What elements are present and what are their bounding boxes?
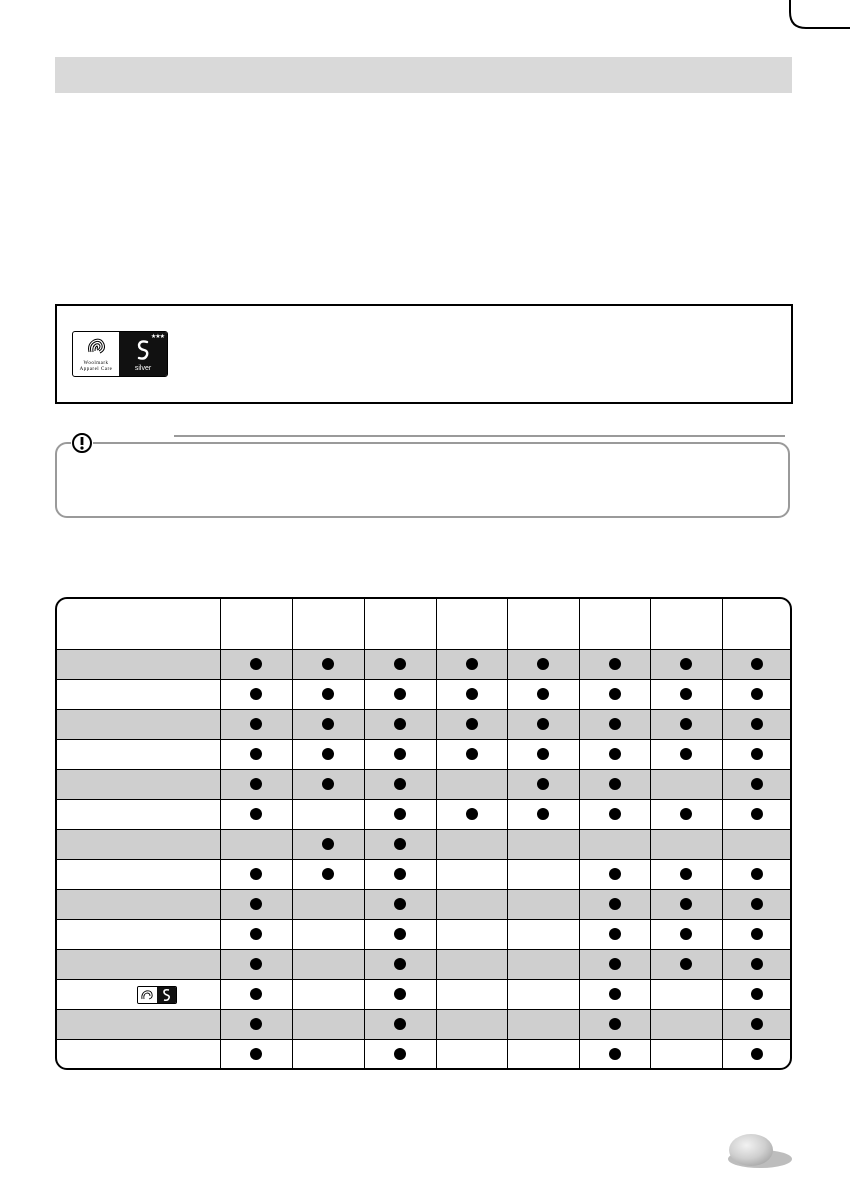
option-cell xyxy=(579,650,650,680)
option-cell xyxy=(292,1040,364,1070)
available-dot-icon xyxy=(250,988,262,1000)
row-label xyxy=(57,1010,220,1040)
available-dot-icon xyxy=(466,808,478,820)
option-cell xyxy=(220,920,292,950)
option-cell xyxy=(722,1010,791,1040)
available-dot-icon xyxy=(250,1048,262,1060)
available-dot-icon xyxy=(609,1018,621,1030)
available-dot-icon xyxy=(466,718,478,730)
available-dot-icon xyxy=(394,988,406,1000)
table-row xyxy=(57,800,791,830)
available-dot-icon xyxy=(609,988,621,1000)
available-dot-icon xyxy=(537,748,549,760)
available-dot-icon xyxy=(609,958,621,970)
available-dot-icon xyxy=(751,1018,763,1030)
woolmark-grade: silver xyxy=(134,365,152,372)
available-dot-icon xyxy=(466,748,478,760)
option-cell xyxy=(722,950,791,980)
option-cell xyxy=(436,800,507,830)
table-row xyxy=(57,1010,791,1040)
option-cell xyxy=(220,950,292,980)
option-cell xyxy=(220,650,292,680)
row-label xyxy=(57,650,220,680)
option-cell xyxy=(364,770,436,800)
option-cell xyxy=(650,800,722,830)
option-cell xyxy=(364,650,436,680)
option-cell xyxy=(579,1010,650,1040)
table-row xyxy=(57,650,791,680)
available-dot-icon xyxy=(394,928,406,940)
grade-stars: ★★★ xyxy=(150,334,164,340)
column-header xyxy=(722,599,791,650)
available-dot-icon xyxy=(680,898,692,910)
table-row xyxy=(57,950,791,980)
option-cell xyxy=(220,1040,292,1070)
option-cell xyxy=(579,980,650,1010)
table-row xyxy=(57,890,791,920)
row-label xyxy=(57,920,220,950)
row-label xyxy=(57,890,220,920)
option-cell xyxy=(364,830,436,860)
column-header xyxy=(364,599,436,650)
available-dot-icon xyxy=(250,688,262,700)
option-cell xyxy=(220,830,292,860)
option-cell xyxy=(436,860,507,890)
option-cell xyxy=(507,1010,579,1040)
option-cell xyxy=(292,770,364,800)
available-dot-icon xyxy=(609,928,621,940)
option-cell xyxy=(579,800,650,830)
option-cell xyxy=(292,980,364,1010)
available-dot-icon xyxy=(751,778,763,790)
option-cell xyxy=(220,740,292,770)
available-dot-icon xyxy=(537,658,549,670)
option-cell xyxy=(436,950,507,980)
available-dot-icon xyxy=(537,808,549,820)
table-row xyxy=(57,710,791,740)
available-dot-icon xyxy=(751,808,763,820)
option-cell xyxy=(364,710,436,740)
option-cell xyxy=(650,890,722,920)
option-cell xyxy=(650,860,722,890)
option-cell xyxy=(579,770,650,800)
available-dot-icon xyxy=(394,658,406,670)
crop-mark xyxy=(0,0,850,40)
option-cell xyxy=(436,920,507,950)
available-dot-icon xyxy=(751,928,763,940)
available-dot-icon xyxy=(322,868,334,880)
option-cell xyxy=(364,740,436,770)
available-dot-icon xyxy=(322,748,334,760)
available-dot-icon xyxy=(250,658,262,670)
column-header xyxy=(220,599,292,650)
option-cell xyxy=(507,740,579,770)
available-dot-icon xyxy=(250,898,262,910)
option-cell xyxy=(364,860,436,890)
option-cell xyxy=(364,980,436,1010)
option-cell xyxy=(220,770,292,800)
available-dot-icon xyxy=(394,868,406,880)
option-cell xyxy=(579,710,650,740)
available-dot-icon xyxy=(250,778,262,790)
option-cell xyxy=(650,1010,722,1040)
option-cell xyxy=(292,710,364,740)
option-cell xyxy=(292,650,364,680)
available-dot-icon xyxy=(680,748,692,760)
available-dot-icon xyxy=(609,718,621,730)
option-cell xyxy=(722,980,791,1010)
table-header-row xyxy=(57,599,791,650)
option-cell xyxy=(722,650,791,680)
option-cell xyxy=(220,800,292,830)
option-cell xyxy=(436,710,507,740)
available-dot-icon xyxy=(466,658,478,670)
row-label xyxy=(57,680,220,710)
woolmark-s-icon xyxy=(157,987,176,1003)
available-dot-icon xyxy=(250,748,262,760)
available-dot-icon xyxy=(394,808,406,820)
option-cell xyxy=(292,830,364,860)
option-cell xyxy=(507,1040,579,1070)
option-cell xyxy=(364,890,436,920)
available-dot-icon xyxy=(322,778,334,790)
option-cell xyxy=(722,830,791,860)
option-cell xyxy=(436,650,507,680)
available-dot-icon xyxy=(537,718,549,730)
available-dot-icon xyxy=(680,718,692,730)
option-cell xyxy=(722,770,791,800)
option-cell xyxy=(292,860,364,890)
option-cell xyxy=(722,680,791,710)
option-cell xyxy=(507,710,579,740)
available-dot-icon xyxy=(609,778,621,790)
available-dot-icon xyxy=(609,868,621,880)
option-cell xyxy=(722,740,791,770)
option-cell xyxy=(436,770,507,800)
option-cell xyxy=(579,920,650,950)
available-dot-icon xyxy=(537,778,549,790)
option-cell xyxy=(507,860,579,890)
option-cell xyxy=(220,680,292,710)
option-cell xyxy=(436,740,507,770)
available-dot-icon xyxy=(394,958,406,970)
option-cell xyxy=(292,920,364,950)
available-dot-icon xyxy=(250,808,262,820)
row-label xyxy=(57,830,220,860)
wool-ball-icon xyxy=(138,987,157,1003)
available-dot-icon xyxy=(751,868,763,880)
available-dot-icon xyxy=(680,688,692,700)
available-dot-icon xyxy=(322,658,334,670)
option-cell xyxy=(364,950,436,980)
option-cell xyxy=(579,860,650,890)
table-row xyxy=(57,830,791,860)
table-row xyxy=(57,1040,791,1070)
option-cell xyxy=(722,800,791,830)
available-dot-icon xyxy=(322,718,334,730)
available-dot-icon xyxy=(394,838,406,850)
option-cell xyxy=(579,830,650,860)
available-dot-icon xyxy=(680,958,692,970)
available-dot-icon xyxy=(394,1018,406,1030)
available-dot-icon xyxy=(609,688,621,700)
option-cell xyxy=(507,800,579,830)
option-cell xyxy=(292,890,364,920)
row-label xyxy=(57,800,220,830)
available-dot-icon xyxy=(322,688,334,700)
available-dot-icon xyxy=(751,658,763,670)
woolmark-logo-subtext: Apparel Care xyxy=(79,367,113,372)
option-cell xyxy=(364,680,436,710)
row-label xyxy=(57,980,220,1010)
option-cell xyxy=(364,1040,436,1070)
available-dot-icon xyxy=(751,688,763,700)
exclamation-icon xyxy=(71,432,93,454)
available-dot-icon xyxy=(751,718,763,730)
available-dot-icon xyxy=(394,778,406,790)
option-cell xyxy=(436,830,507,860)
table-row xyxy=(57,680,791,710)
option-cell xyxy=(436,1010,507,1040)
available-dot-icon xyxy=(680,808,692,820)
available-dot-icon xyxy=(751,898,763,910)
available-dot-icon xyxy=(250,868,262,880)
row-label xyxy=(57,770,220,800)
column-header xyxy=(579,599,650,650)
available-dot-icon xyxy=(394,898,406,910)
option-cell xyxy=(507,770,579,800)
section-header-bar xyxy=(55,57,792,93)
option-cell xyxy=(650,740,722,770)
table-row xyxy=(57,740,791,770)
row-label xyxy=(57,1040,220,1070)
table-row xyxy=(57,860,791,890)
program-table xyxy=(55,597,792,1070)
option-cell xyxy=(220,890,292,920)
option-cell xyxy=(220,860,292,890)
option-cell xyxy=(579,1040,650,1070)
option-cell xyxy=(579,680,650,710)
row-label xyxy=(57,710,220,740)
available-dot-icon xyxy=(609,1048,621,1060)
option-cell xyxy=(507,920,579,950)
available-dot-icon xyxy=(466,688,478,700)
woolmark-mini-logo xyxy=(137,986,177,1004)
option-cell xyxy=(292,1010,364,1040)
row-label xyxy=(57,860,220,890)
option-cell xyxy=(722,1040,791,1070)
option-cell xyxy=(579,890,650,920)
available-dot-icon xyxy=(751,988,763,1000)
option-cell xyxy=(722,920,791,950)
wool-ball-icon xyxy=(85,336,107,356)
woolmark-logo-text: Woolmark xyxy=(83,361,109,366)
option-cell xyxy=(650,650,722,680)
available-dot-icon xyxy=(394,1048,406,1060)
available-dot-icon xyxy=(680,658,692,670)
available-dot-icon xyxy=(322,838,334,850)
option-cell xyxy=(220,1010,292,1040)
option-cell xyxy=(650,830,722,860)
table-row xyxy=(57,920,791,950)
option-cell xyxy=(650,980,722,1010)
option-cell xyxy=(722,860,791,890)
option-cell xyxy=(507,950,579,980)
available-dot-icon xyxy=(250,958,262,970)
available-dot-icon xyxy=(537,688,549,700)
available-dot-icon xyxy=(250,928,262,940)
option-cell xyxy=(579,950,650,980)
option-cell xyxy=(436,680,507,710)
available-dot-icon xyxy=(394,718,406,730)
option-cell xyxy=(722,890,791,920)
corner-header xyxy=(57,599,220,650)
option-cell xyxy=(650,1040,722,1070)
available-dot-icon xyxy=(609,748,621,760)
option-cell xyxy=(436,1040,507,1070)
row-label xyxy=(57,950,220,980)
available-dot-icon xyxy=(680,928,692,940)
available-dot-icon xyxy=(250,718,262,730)
available-dot-icon xyxy=(394,688,406,700)
option-cell xyxy=(220,980,292,1010)
option-cell xyxy=(364,920,436,950)
program-option-table xyxy=(57,599,791,1069)
available-dot-icon xyxy=(609,898,621,910)
available-dot-icon xyxy=(394,748,406,760)
option-cell xyxy=(292,740,364,770)
option-cell xyxy=(364,800,436,830)
table-row xyxy=(57,770,791,800)
column-header xyxy=(436,599,507,650)
option-cell xyxy=(292,950,364,980)
option-cell xyxy=(722,710,791,740)
option-cell xyxy=(220,710,292,740)
column-header xyxy=(292,599,364,650)
available-dot-icon xyxy=(751,1048,763,1060)
column-header xyxy=(650,599,722,650)
woolmark-logo xyxy=(72,331,168,377)
option-cell xyxy=(507,830,579,860)
column-header xyxy=(507,599,579,650)
option-cell xyxy=(650,920,722,950)
option-cell xyxy=(650,770,722,800)
option-cell xyxy=(507,890,579,920)
option-cell xyxy=(507,650,579,680)
option-cell xyxy=(579,740,650,770)
available-dot-icon xyxy=(609,808,621,820)
woolmark-info-box xyxy=(55,304,793,404)
available-dot-icon xyxy=(751,958,763,970)
caution-rule xyxy=(174,435,785,437)
option-cell xyxy=(507,980,579,1010)
option-cell xyxy=(650,710,722,740)
option-cell xyxy=(364,1010,436,1040)
option-cell xyxy=(292,680,364,710)
available-dot-icon xyxy=(751,748,763,760)
option-cell xyxy=(650,950,722,980)
available-dot-icon xyxy=(609,658,621,670)
available-dot-icon xyxy=(680,868,692,880)
available-dot-icon xyxy=(250,1018,262,1030)
table-row xyxy=(57,980,791,1010)
option-cell xyxy=(650,680,722,710)
page-tab-icon xyxy=(727,1132,793,1170)
option-cell xyxy=(292,800,364,830)
option-cell xyxy=(436,890,507,920)
option-cell xyxy=(436,980,507,1010)
caution-box xyxy=(55,442,790,518)
woolmark-s-icon xyxy=(136,339,150,361)
row-label xyxy=(57,740,220,770)
option-cell xyxy=(507,680,579,710)
